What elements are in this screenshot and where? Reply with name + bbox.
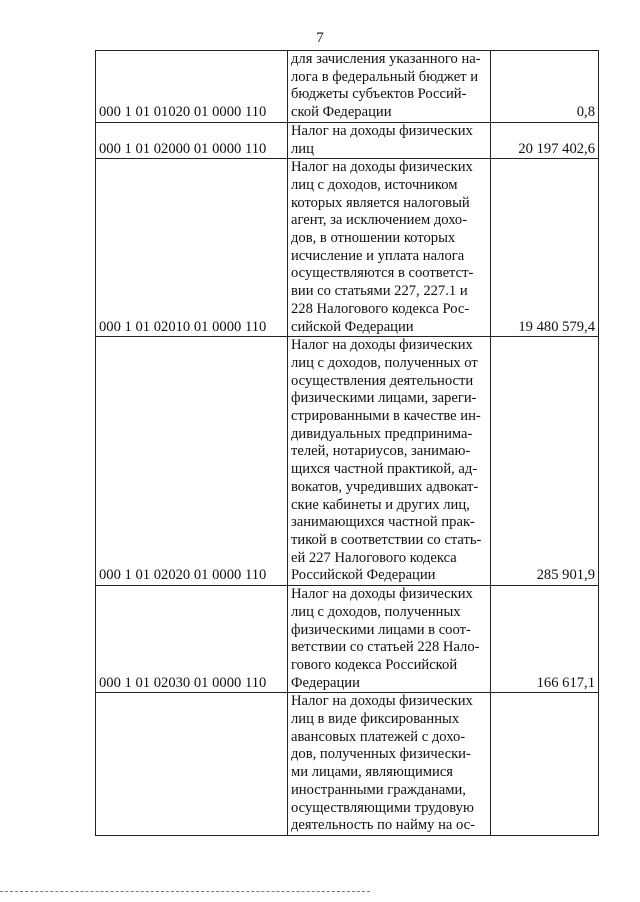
revenue-name-line: дивидуальных предпринима- <box>291 425 473 442</box>
revenue-name-line: осуществления деятельности <box>291 372 474 389</box>
revenue-name-line: ей 227 Налогового кодекса <box>291 549 457 566</box>
table-row <box>96 337 599 586</box>
revenue-name-line: вии со статьями 227, 227.1 и <box>291 283 468 300</box>
revenue-name-line: стрированными в качестве ин- <box>291 408 481 425</box>
revenue-name-line: Налог на доходы физических <box>291 159 473 176</box>
revenue-amount-cell: 0,8 <box>491 51 599 123</box>
revenue-name-line: лиц в виде фиксированных <box>291 711 460 728</box>
revenue-code-cell <box>96 693 288 836</box>
table-row <box>96 122 599 158</box>
revenue-name-cell <box>288 693 491 836</box>
revenue-code-cell: 000 1 01 02010 01 0000 110 <box>96 159 288 337</box>
revenue-name-line: деятельность по найму на ос- <box>291 817 476 834</box>
revenue-name-line: лиц с доходов, полученных <box>291 603 461 620</box>
revenue-name-line: которых является налоговый <box>291 194 470 211</box>
table-row <box>96 51 599 123</box>
revenue-name-line: лиц с доходов, полученных от <box>291 354 478 371</box>
revenue-name-line: осуществляются в соответст- <box>291 265 474 282</box>
revenue-code-cell: 000 1 01 01020 01 0000 110 <box>96 51 288 123</box>
revenue-amount-cell: 19 480 579,4 <box>491 159 599 337</box>
revenue-amount-cell: 285 901,9 <box>491 337 599 586</box>
revenue-name-cell <box>288 337 491 586</box>
revenue-name-line: исчисление и уплата налога <box>291 247 465 264</box>
revenue-name-line: тикой в соответствии со стать- <box>291 531 482 548</box>
revenue-name-line: авансовых платежей с дохо- <box>291 728 466 745</box>
revenue-name-line: дов, полученных физически- <box>291 746 471 763</box>
revenue-amount-cell <box>491 693 599 836</box>
revenue-name-line: иностранными гражданами, <box>291 781 466 798</box>
revenue-name-line: 228 Налогового кодекса Рос- <box>291 300 470 317</box>
revenue-name-cell <box>288 51 491 123</box>
revenue-name-line: физическими лицами в соот- <box>291 621 471 638</box>
revenue-name-line: Налог на доходы физических <box>291 586 473 603</box>
revenue-code-cell: 000 1 01 02020 01 0000 110 <box>96 337 288 586</box>
revenue-code-cell: 000 1 01 02030 01 0000 110 <box>96 586 288 693</box>
revenue-name-line: ми лицами, являющимися <box>291 764 454 781</box>
revenue-name-line: физическими лицами, зареги- <box>291 390 477 407</box>
revenue-name-line: дов, в отношении которых <box>291 230 456 247</box>
revenue-name-line: телей, нотариусов, занимаю- <box>291 443 471 460</box>
revenue-name-line: вокатов, учредивших адвокат- <box>291 478 479 495</box>
revenue-name-line: бюджеты субъектов Россий- <box>291 86 467 103</box>
revenue-name-line: ветствии со статьей 228 Нало- <box>291 639 480 656</box>
table-row <box>96 586 599 693</box>
revenue-name-cell <box>288 159 491 337</box>
revenue-name-line: Налог на доходы физических <box>291 337 473 354</box>
revenue-name-line: Российской Федерации <box>291 567 436 584</box>
revenue-code-cell: 000 1 01 02000 01 0000 110 <box>96 122 288 158</box>
revenue-name-line: агент, за исключением дохо- <box>291 212 468 229</box>
revenue-name-line: гового кодекса Российской <box>291 656 458 673</box>
revenue-amount-cell: 166 617,1 <box>491 586 599 693</box>
revenue-name-line: сийской Федерации <box>291 318 414 335</box>
table-row <box>96 159 599 337</box>
revenue-name-line: щихся частной практикой, ад- <box>291 461 478 478</box>
revenue-name-line: Налог на доходы физических <box>291 693 473 710</box>
revenue-name-line: осуществляющими трудовую <box>291 799 474 816</box>
revenue-name-cell <box>288 586 491 693</box>
revenue-name-line: для зачисления указанного на- <box>291 51 481 67</box>
table-row <box>96 693 599 836</box>
revenue-name-line: ские кабинеты и других лиц, <box>291 496 470 513</box>
revenue-name-line: лиц с доходов, источником <box>291 176 458 193</box>
budget-table <box>95 50 599 836</box>
revenue-name-line: лога в федеральный бюджет и <box>291 68 479 85</box>
bottom-rule <box>0 891 370 892</box>
page-number: 7 <box>316 30 324 46</box>
revenue-name-line: занимающихся частной прак- <box>291 514 475 531</box>
revenue-name-line: ской Федерации <box>291 104 392 121</box>
revenue-name-line: лиц <box>291 140 314 157</box>
table-body <box>96 51 599 836</box>
revenue-name-line: Федерации <box>291 674 360 691</box>
revenue-amount-cell: 20 197 402,6 <box>491 122 599 158</box>
revenue-name-cell <box>288 122 491 158</box>
revenue-name-line: Налог на доходы физических <box>291 122 473 139</box>
